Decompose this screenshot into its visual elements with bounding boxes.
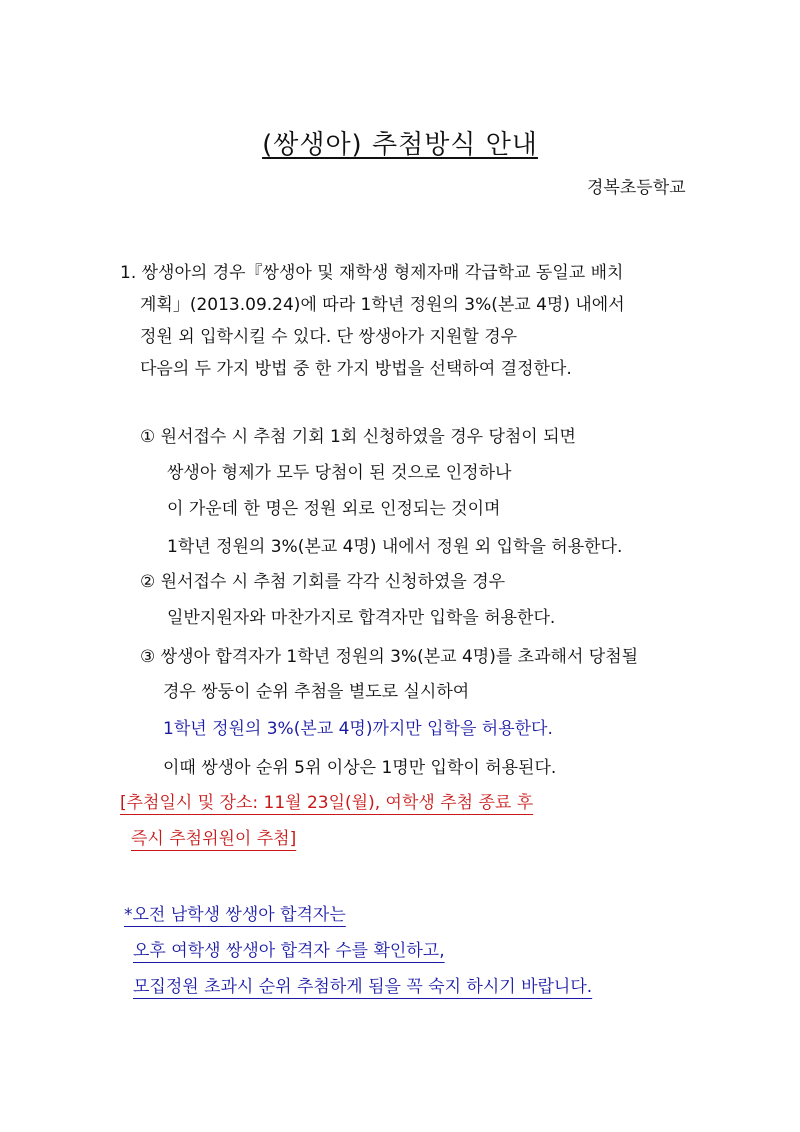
section-1-line: 1. 쌍생아의 경우『쌍생아 및 재학생 형제자매 각급학교 동일교 배치 — [120, 263, 624, 283]
section-1-line: 다음의 두 가지 방법 중 한 가지 방법을 선택하여 결정한다. — [140, 359, 572, 379]
option-1-line: 이 가운데 한 명은 정원 외로 인정되는 것이며 — [167, 499, 501, 519]
section-1-line: 정원 외 입학시킬 수 있다. 단 쌍생아가 지원할 경우 — [140, 327, 518, 347]
note-line: 모집정원 초과시 순위 추첨하게 됨을 꼭 숙지 하시기 바랍니다. — [133, 977, 593, 997]
school-name: 경복초등학교 — [587, 178, 686, 198]
page-title — [0, 128, 800, 162]
note-line: 오후 여학생 쌍생아 합격자 수를 확인하고, — [133, 941, 445, 961]
option-1-line: 1학년 정원의 3%(본교 4명) 내에서 정원 외 입학을 허용한다. — [167, 537, 623, 557]
option-3-highlight: 1학년 정원의 3%(본교 4명)까지만 입학을 허용한다. — [163, 719, 553, 739]
option-3-line: 경우 쌍둥이 순위 추첨을 별도로 실시하여 — [163, 682, 470, 702]
title-text: (쌍생아) 추첨방식 안내 — [262, 130, 538, 160]
note-line: *오전 남학생 쌍생아 합격자는 — [124, 905, 346, 925]
option-1-line: 쌍생아 형제가 모두 당첨이 된 것으로 인정하나 — [167, 463, 512, 483]
option-2-line: ② 원서접수 시 추첨 기회를 각각 신청하였을 경우 — [140, 572, 506, 592]
option-3-line: ③ 쌍생아 합격자가 1학년 정원의 3%(본교 4명)를 초과해서 당첨될 — [140, 647, 639, 667]
option-3-last-line: 이때 쌍생아 순위 5위 이상은 1명만 입학이 허용된다. — [163, 758, 557, 778]
schedule-line: 즉시 추첨위원이 추첨] — [131, 829, 297, 849]
section-1-line: 계획」(2013.09.24)에 따라 1학년 정원의 3%(본교 4명) 내에서 — [140, 295, 625, 315]
schedule-line: [추첨일시 및 장소: 11월 23일(월), 여학생 추첨 종료 후 — [120, 793, 534, 813]
option-1-line: ① 원서접수 시 추첨 기회 1회 신청하였을 경우 당첨이 되면 — [140, 427, 576, 447]
option-2-line: 일반지원자와 마찬가지로 합격자만 입학을 허용한다. — [167, 608, 556, 628]
